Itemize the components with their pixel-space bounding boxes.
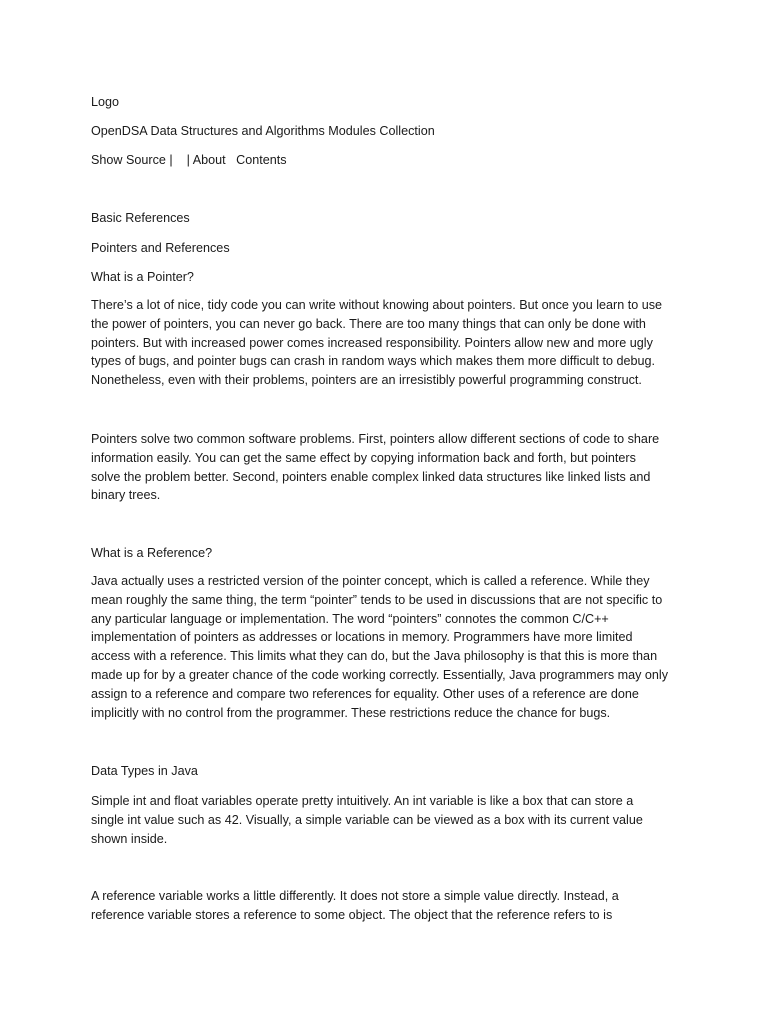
about-link[interactable]: About: [192, 153, 226, 167]
paragraph-line: access with a reference. This limits what they can do, but the Java philosophy is that this is more than: [91, 649, 658, 664]
heading-data-types: Data Types in Java: [91, 764, 198, 778]
paragraph-line: implementation of pointers as addresses or locations in memory. Programmers have more limited: [91, 630, 633, 645]
paragraph-line: reference variable stores a reference to some object. The object that the reference refers to is: [91, 907, 613, 922]
paragraph-line: Nonetheless, even with their problems, pointers are an irresistibly powerful programming construct.: [91, 373, 642, 388]
paragraph-line: Java actually uses a restricted version of the pointer concept, which is called a reference. While they: [91, 574, 650, 588]
show-source-link[interactable]: Show Source: [91, 153, 166, 167]
logo: Logo: [91, 95, 120, 109]
paragraph-reference: [91, 572, 691, 722]
paragraph-line: A reference variable works a little differently. It does not store a simple value directly. Instead, a: [91, 889, 619, 903]
paragraph-line: types of bugs, and pointer bugs can crash in random ways which makes them more difficult to debug.: [91, 354, 655, 369]
contents-link[interactable]: Contents: [236, 153, 287, 167]
paragraph-line: made up for by a greater chance of the code working correctly. Essentially, Java programmers may only: [91, 667, 669, 682]
paragraph-line: Simple int and float variables operate pretty intuitively. An int variable is like a box that can store a: [91, 794, 634, 808]
paragraph-pointer-problems: [91, 430, 691, 505]
paragraph-line: mean roughly the same thing, the term “pointer” tends to be used in discussions that are not specific to: [91, 592, 663, 607]
paragraph-line: pointers. But with increased power comes increased responsibility. Pointers allow new and more ugly: [91, 335, 653, 350]
paragraph-line: solve the problem better. Second, pointers enable complex linked data structures like linked lists and: [91, 469, 651, 484]
paragraph-line: shown inside.: [91, 831, 168, 846]
paragraph-reference-variables: [91, 887, 691, 925]
paragraph-pointer-intro: [91, 296, 691, 390]
paragraph-line: assign to a reference and compare two references for equality. Other uses of a reference are done: [91, 686, 639, 701]
paragraph-line: any particular language or implementation. The word “pointers” connotes the common C/C++: [91, 611, 609, 626]
section-title: Pointers and References: [91, 241, 230, 255]
nav-separator: | |: [165, 153, 193, 167]
paragraph-line: the power of pointers, you can never go back. There are too many things that can only be done with: [91, 316, 646, 331]
heading-what-is-pointer: What is a Pointer?: [91, 270, 194, 284]
paragraph-simple-variables: [91, 792, 691, 848]
paragraph-line: information easily. You can get the same effect by copying information back and forth, but pointers: [91, 450, 636, 465]
paragraph-line: There’s a lot of nice, tidy code you can write without knowing about pointers. But once you learn to use: [91, 298, 663, 312]
paragraph-line: single int value such as 42. Visually, a simple variable can be viewed as a box with its current value: [91, 812, 643, 827]
top-nav: [91, 151, 287, 170]
paragraph-line: Pointers solve two common software problems. First, pointers allow different sections of code to share: [91, 432, 660, 446]
site-title: OpenDSA Data Structures and Algorithms Modules Collection: [91, 124, 435, 138]
heading-what-is-reference: What is a Reference?: [91, 546, 213, 560]
chapter-title: Basic References: [91, 211, 190, 225]
paragraph-line: binary trees.: [91, 488, 161, 503]
paragraph-line: implicitly with no control from the programmer. These restrictions reduce the chance for bugs.: [91, 705, 611, 720]
